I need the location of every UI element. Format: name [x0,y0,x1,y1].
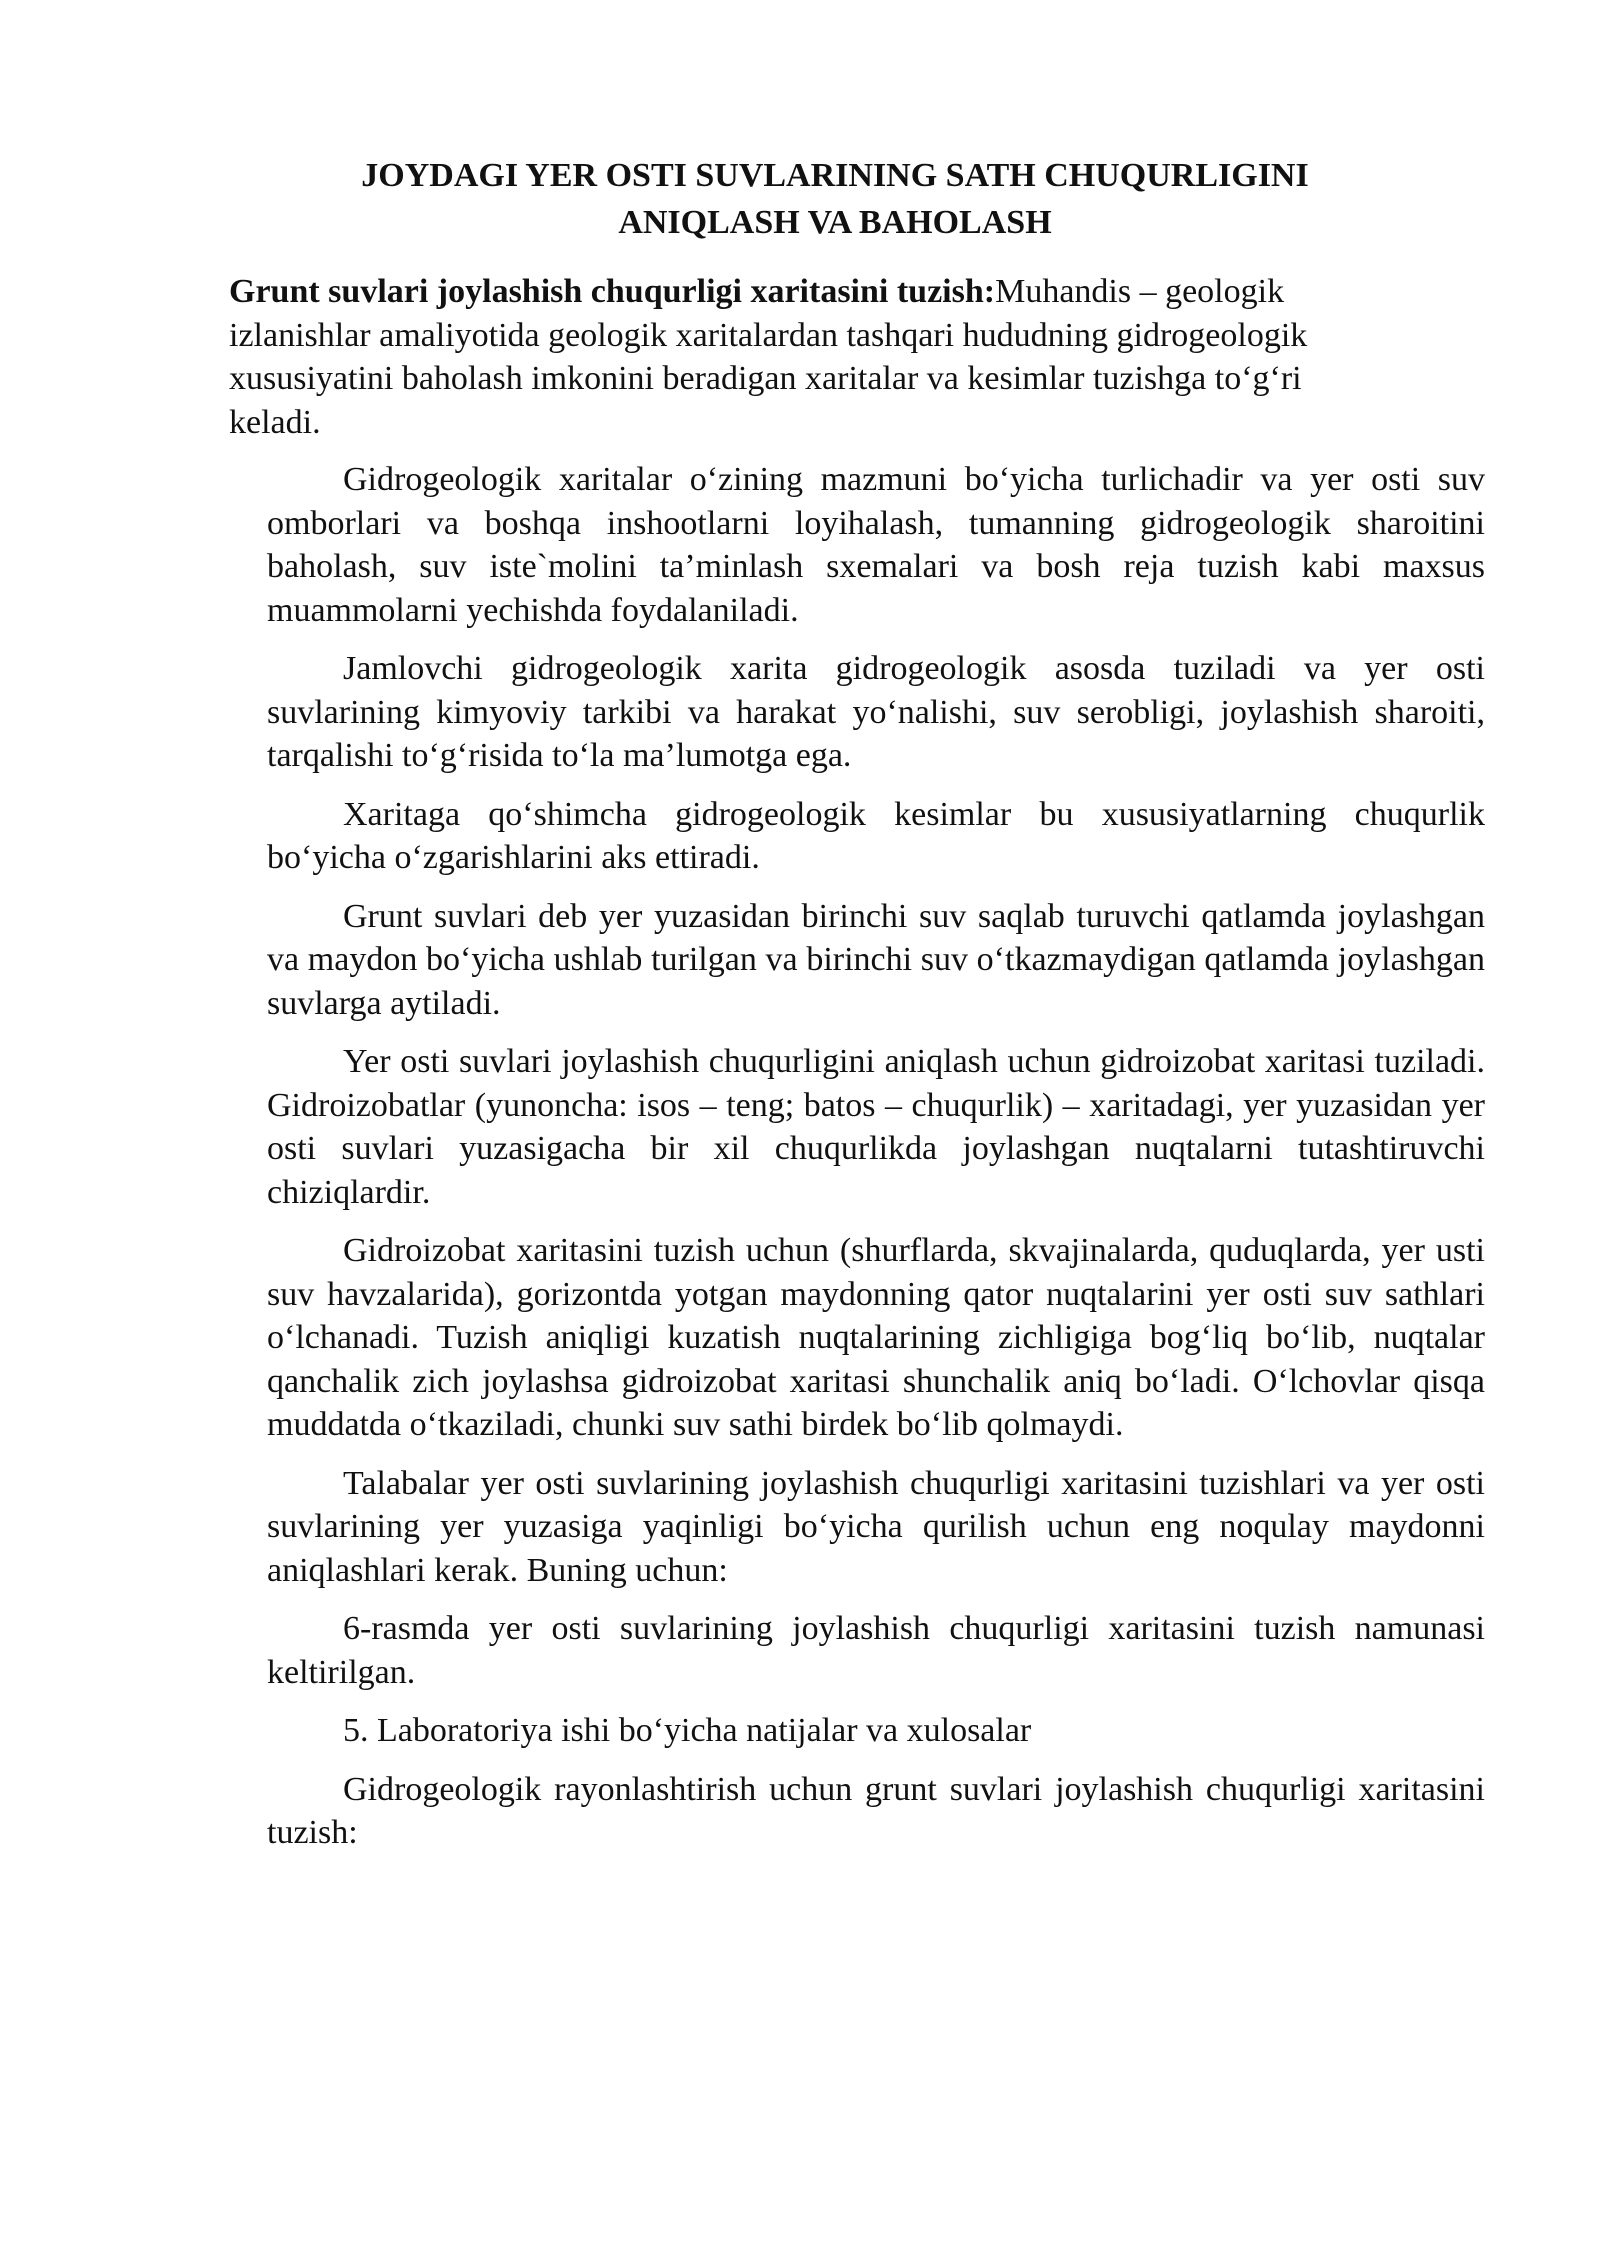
title-line-2: ANIQLASH VA BAHOLASH [618,204,1052,241]
lead-paragraph [229,270,1399,444]
body-text [267,458,1485,1870]
paragraph: Gidrogeologik xaritalar o‘zining mazmuni bo‘yicha turlichadir va yer osti suv omborlari va boshqa inshootlarni loyihalash, tumanning gidrogeologik sharoitini baholash, suv iste`molini ta’minlash sxemalari va bosh reja tuzish kabi maxsus muammolarni yechishda foydalaniladi. [267,461,1485,629]
paragraph: Gidrogeologik rayonlashtirish uchun grunt suvlari joylashish chuqurligi xaritasini tuzish: [267,1770,1485,1851]
section-heading: 5. Laboratoriya ishi bo‘yicha natijalar va xulosalar [343,1712,1032,1749]
paragraph: 6-rasmda yer osti suvlarining joylashish chuqurligi xaritasini tuzish namunasi keltirilgan. [267,1610,1485,1691]
document-title [300,152,1370,246]
paragraph: Talabalar yer osti suvlarining joylashish chuqurligi xaritasini tuzishlari va yer osti suvlarining yer yuzasiga yaqinligi bo‘yicha qurilish uchun eng noqulay maydonni aniqlashlari kerak. Buning uchun: [267,1464,1485,1589]
lead-heading: Grunt suvlari joylashish chuqurligi xaritasini tuzish: [229,273,996,310]
paragraph: Gidroizobat xaritasini tuzish uchun (shurflarda, skvajinalarda, quduqlarda, yer usti suv havzalarida), gorizontda yotgan maydonning qator nuqtalarini yer osti suv sathlari o‘lchanadi. Tuzish aniqligi kuzatish nuqtalarining zichligiga bog‘liq bo‘lib, nuqtalar qanchalik zich joylashsa gidroizobat xaritasi shunchalik aniq bo‘ladi. O‘lchovlar qisqa muddatda o‘tkaziladi, chunki suv sathi birdek bo‘lib qolmaydi. [267,1232,1485,1443]
paragraph: Jamlovchi gidrogeologik xarita gidrogeologik asosda tuziladi va yer osti suvlarining kimyoviy tarkibi va harakat yo‘nalishi, suv serobligi, joylashish sharoiti, tarqalishi to‘g‘risida to‘la ma’lumotga ega. [267,650,1485,774]
lead-text: Muhandis – geologik izlanishlar amaliyotida geologik xaritalardan tashqari hududning gidrogeologik xususiyatini baholash imkonini beradigan xaritalar va kesimlar tuzishga to‘g‘ri keladi. [229,273,1308,441]
paragraph: Xaritaga qo‘shimcha gidrogeologik kesimlar bu xususiyatlarning chuqurlik bo‘yicha o‘zgarishlarini aks ettiradi. [267,795,1485,876]
title-line-1: JOYDAGI YER OSTI SUVLARINING SATH CHUQURLIGINI [361,157,1309,194]
paragraph: Yer osti suvlari joylashish chuqurligini aniqlash uchun gidroizobat xaritasi tuziladi. Gidroizobatlar (yunoncha: isos – teng; batos – chuqurlik) – xaritadagi, yer yuzasidan yer osti suvlari yuzasigacha bir xil chuqurlikda joylashgan nuqtalarni tutashtiruvchi chiziqlardir. [267,1043,1485,1211]
paragraph: Grunt suvlari deb yer yuzasidan birinchi suv saqlab turuvchi qatlamda joylashgan va maydon bo‘yicha ushlab turilgan va birinchi suv o‘tkazmaydigan qatlamda joylashgan suvlarga aytiladi. [267,897,1485,1022]
